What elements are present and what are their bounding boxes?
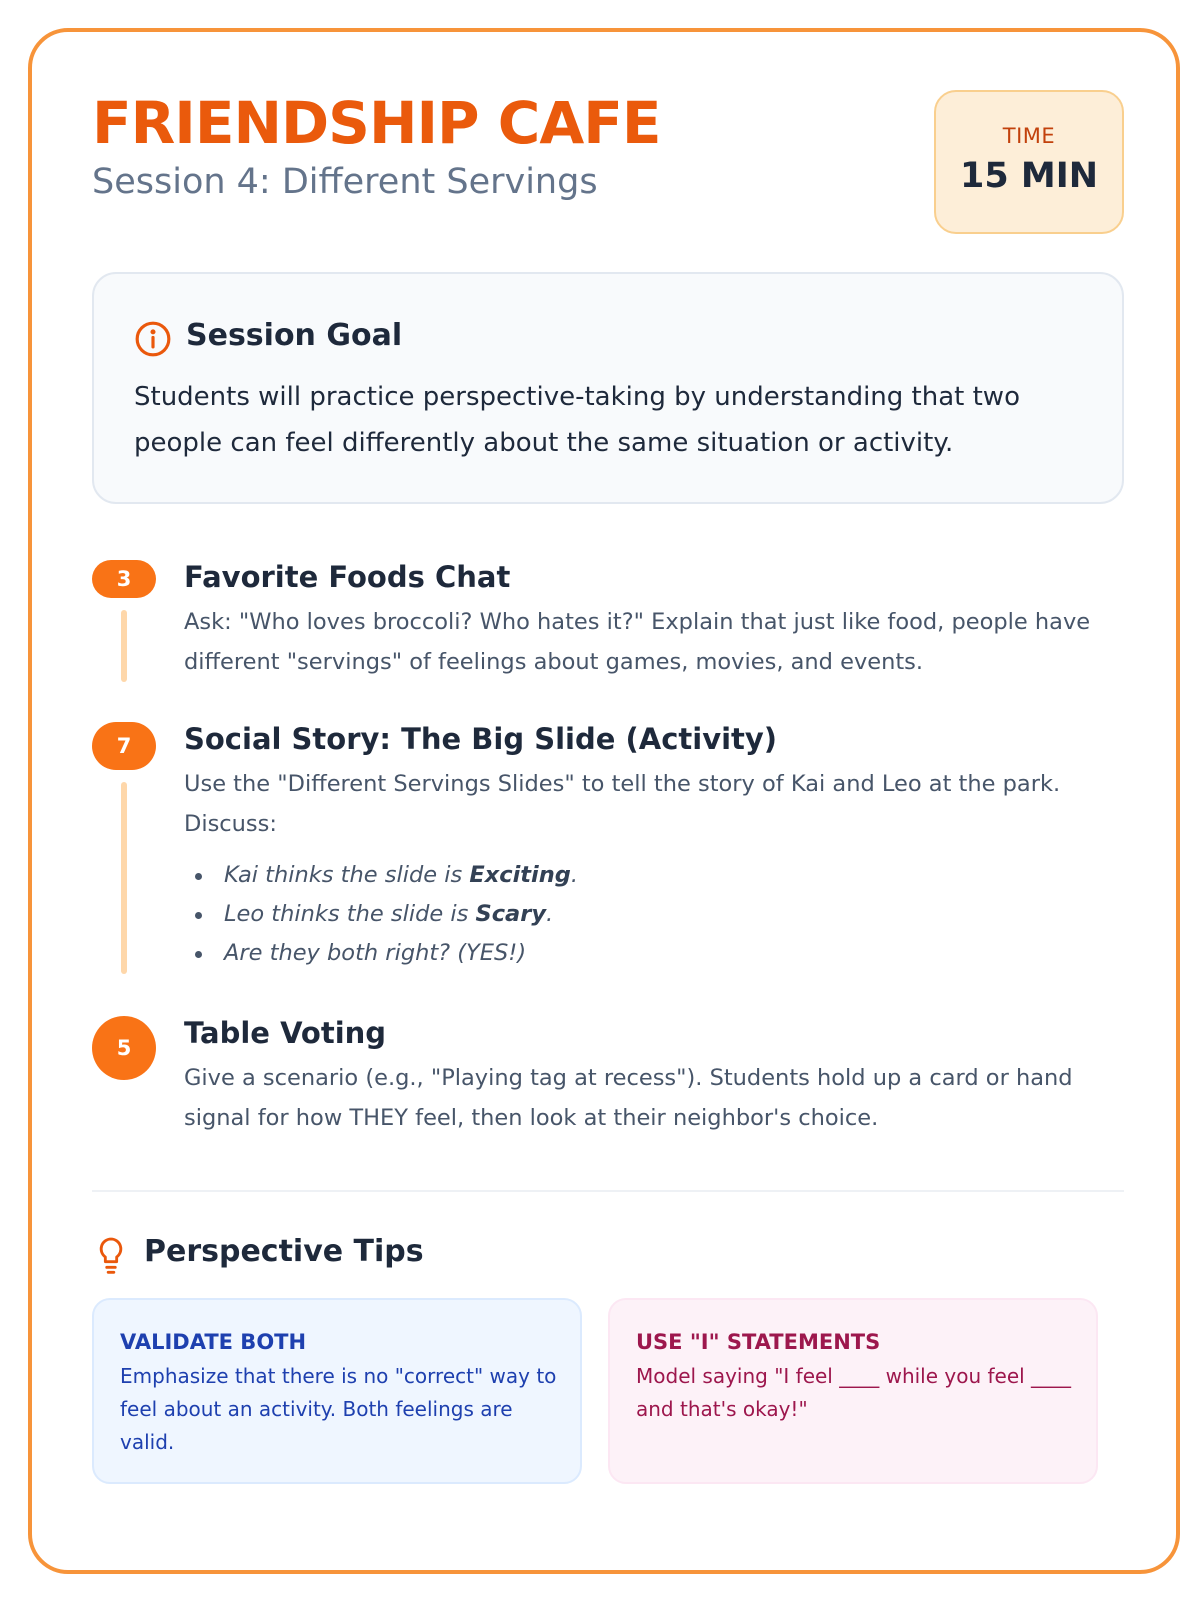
bullet-item: Kai thinks the slide is Exciting. — [184, 856, 578, 895]
session-goal-title: Session Goal — [186, 318, 403, 353]
step-minutes-badge: 7 — [92, 722, 156, 770]
tip-card-validate — [92, 1298, 582, 1484]
discussion-bullets — [184, 856, 578, 973]
tip-text: Emphasize that there is no "correct" way to feel about an activity. Both feelings are valid. — [120, 1364, 557, 1454]
tip-text: Model saying "I feel ____ while you feel ____ and that's okay!" — [636, 1364, 1072, 1421]
tip-card-statements — [608, 1298, 1098, 1484]
tips-title: Perspective Tips — [144, 1234, 424, 1269]
step-description: Ask: "Who loves broccoli? Who hates it?" Explain that just like food, people have different "servings" of feelings about games, movies, and events. — [184, 609, 1091, 675]
card-content — [92, 32, 1124, 1570]
step-timeline-line — [121, 782, 127, 974]
step-minutes-badge: 3 — [92, 560, 156, 598]
tip-heading: VALIDATE BOTH — [120, 1330, 307, 1354]
lightbulb-icon — [94, 1236, 128, 1276]
session-subtitle: Session 4: Different Servings — [92, 162, 598, 202]
session-card — [28, 28, 1180, 1574]
info-circle-icon — [134, 320, 172, 358]
step-timeline-line — [121, 610, 127, 682]
time-label: TIME — [1002, 124, 1056, 148]
step-description: Use the "Different Servings Slides" to tell the story of Kai and Leo at the park. Discuss: — [184, 771, 1061, 837]
step-title: Social Story: The Big Slide (Activity) — [184, 722, 778, 756]
session-goal-text: Students will practice perspective-taking by understanding that two people can feel differently about the same situation or activity. — [134, 382, 1020, 458]
step-minutes-badge: 5 — [92, 1016, 156, 1080]
step-description: Give a scenario (e.g., "Playing tag at recess"). Students hold up a card or hand signal for how THEY feel, then look at their neighbor's choice. — [184, 1065, 1073, 1131]
bullet-item: Are they both right? (YES!) — [184, 934, 578, 973]
page-title: FRIENDSHIP CAFE — [92, 89, 661, 157]
time-badge — [934, 90, 1124, 234]
tip-heading: USE "I" STATEMENTS — [636, 1330, 881, 1354]
session-goal-box — [92, 272, 1124, 504]
step-title: Table Voting — [184, 1016, 387, 1050]
time-value: 15 MIN — [959, 156, 1099, 196]
section-divider — [92, 1190, 1124, 1192]
bullet-item: Leo thinks the slide is Scary. — [184, 895, 578, 934]
step-title: Favorite Foods Chat — [184, 560, 511, 594]
